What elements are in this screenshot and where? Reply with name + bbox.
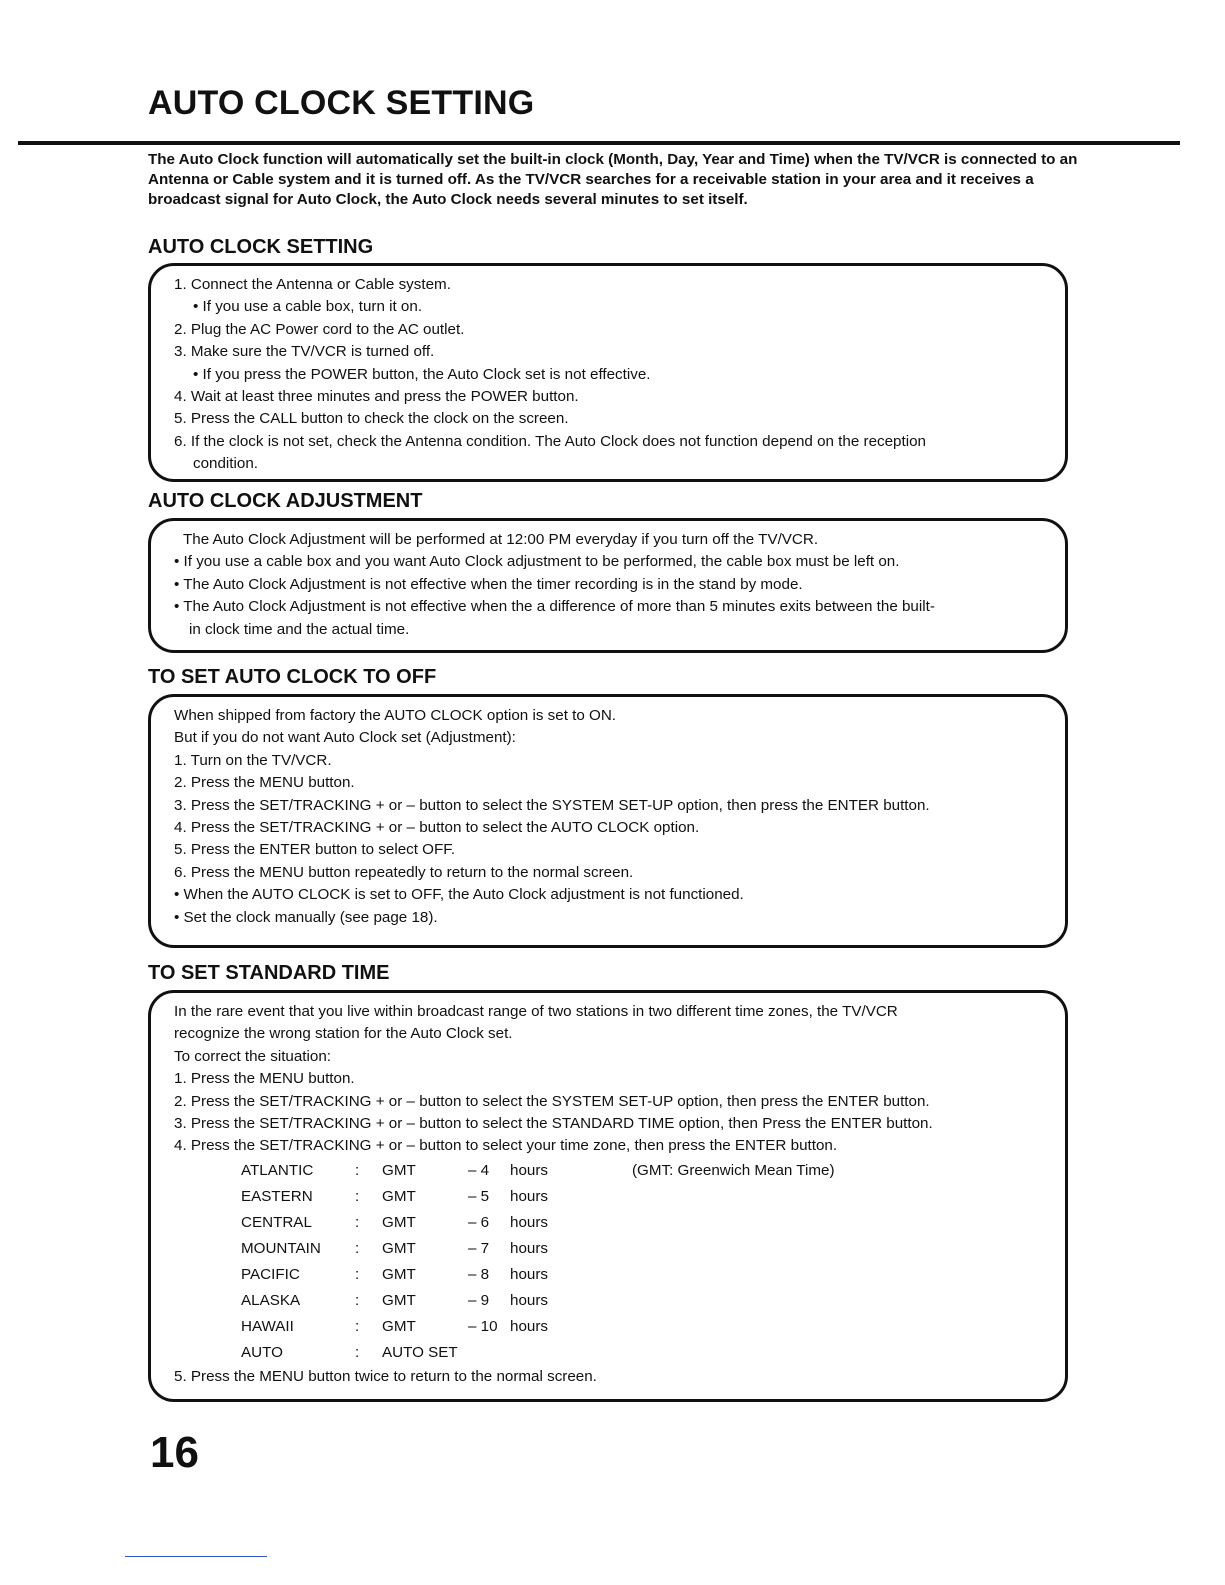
zone-colon: :	[355, 1266, 360, 1284]
setting-step-6: 6. If the clock is not set, check the Antenna condition. The Auto Clock does not function depend on the reception	[174, 432, 926, 450]
zone-offset: – 4	[468, 1162, 490, 1180]
off-step-5: 5. Press the ENTER button to select OFF.	[174, 841, 456, 859]
auto-clock-off-box	[148, 694, 1068, 948]
zone-offset: – 8	[468, 1266, 490, 1284]
zone-colon: :	[355, 1188, 360, 1206]
zone-note	[632, 1340, 835, 1366]
off-step-2: 2. Press the MENU button.	[174, 774, 355, 792]
zone-name: CENTRAL	[241, 1214, 312, 1232]
zone-name: ATLANTIC	[241, 1162, 314, 1180]
zone-offset: – 7	[468, 1240, 490, 1258]
time-zone-row	[241, 1288, 835, 1314]
off-step-3: 3. Press the SET/TRACKING + or – button to select the SYSTEM SET-UP option, then press the ENTER button.	[174, 796, 930, 814]
zone-note: (GMT: Greenwich Mean Time)	[632, 1162, 835, 1180]
adjustment-intro: The Auto Clock Adjustment will be performed at 12:00 PM everyday if you turn off the TV/VCR.	[183, 531, 819, 548]
zone-colon: :	[355, 1292, 360, 1310]
off-step-1: 1. Turn on the TV/VCR.	[174, 751, 332, 769]
standard-step-5: 5. Press the MENU button twice to return to the normal screen.	[174, 1367, 597, 1385]
zone-gmt: GMT	[382, 1162, 416, 1180]
time-zone-row	[241, 1210, 835, 1236]
section-heading-auto-clock-adjustment: AUTO CLOCK ADJUSTMENT	[148, 490, 423, 512]
adjustment-note-difference: • The Auto Clock Adjustment is not effective when the a difference of more than 5 minutes exits between the built-	[174, 598, 935, 616]
zone-unit: hours	[510, 1266, 548, 1284]
zone-note	[632, 1210, 835, 1236]
time-zone-row	[241, 1340, 835, 1366]
off-note-manual: • Set the clock manually (see page 18).	[174, 908, 438, 926]
setting-step-2: 2. Plug the AC Power cord to the AC outlet.	[174, 320, 465, 338]
zone-colon: :	[355, 1344, 360, 1362]
standard-intro-2: recognize the wrong station for the Auto Clock set.	[174, 1025, 513, 1043]
zone-name: HAWAII	[241, 1318, 294, 1336]
zone-offset: – 9	[468, 1292, 490, 1310]
page-title: AUTO CLOCK SETTING	[148, 84, 535, 122]
off-note-functioned: • When the AUTO CLOCK is set to OFF, the Auto Clock adjustment is not functioned.	[174, 886, 744, 904]
time-zone-row	[241, 1184, 835, 1210]
zone-note	[632, 1184, 835, 1210]
zone-unit: hours	[510, 1292, 548, 1310]
zone-note	[632, 1314, 835, 1340]
auto-clock-adjustment-box	[148, 518, 1068, 653]
off-intro-2: But if you do not want Auto Clock set (Adjustment):	[174, 729, 516, 747]
adjustment-note-timer: • The Auto Clock Adjustment is not effective when the timer recording is in the stand by mode.	[174, 575, 803, 593]
intro-paragraph: The Auto Clock function will automatically set the built-in clock (Month, Day, Year and Time) when the TV/VCR is connected to an Antenna or Cable system and it is turned off. As the TV/VCR searches for a receivable station in your area and it receives a broadcast signal for Auto Clock, the Auto Clock needs several minutes to set itself.	[148, 151, 1078, 208]
standard-step-3: 3. Press the SET/TRACKING + or – button to select the STANDARD TIME option, then Press the ENTER button.	[174, 1115, 933, 1133]
zone-gmt: GMT	[382, 1240, 416, 1258]
zone-name: PACIFIC	[241, 1266, 300, 1284]
section-heading-auto-clock-setting: AUTO CLOCK SETTING	[148, 236, 374, 258]
zone-name: MOUNTAIN	[241, 1240, 321, 1258]
time-zone-row	[241, 1262, 835, 1288]
section-heading-auto-clock-off: TO SET AUTO CLOCK TO OFF	[148, 666, 437, 688]
page-number: 16	[150, 1428, 199, 1477]
standard-intro-1: In the rare event that you live within broadcast range of two stations in two different time zones, the TV/VCR	[174, 1003, 898, 1020]
zone-gmt: GMT	[382, 1188, 416, 1206]
zone-unit: hours	[510, 1188, 548, 1206]
zone-gmt: GMT	[382, 1318, 416, 1336]
standard-step-4: 4. Press the SET/TRACKING + or – button to select your time zone, then press the ENTER button.	[174, 1137, 838, 1155]
zone-unit: hours	[510, 1240, 548, 1258]
setting-step-3: 3. Make sure the TV/VCR is turned off.	[174, 343, 435, 361]
zone-name: EASTERN	[241, 1188, 313, 1206]
time-zone-row	[241, 1158, 835, 1184]
zone-gmt: AUTO SET	[382, 1344, 458, 1362]
adjustment-note-difference-continued: in clock time and the actual time.	[189, 620, 410, 638]
time-zone-row	[241, 1236, 835, 1262]
zone-name: ALASKA	[241, 1292, 301, 1310]
zone-gmt: GMT	[382, 1214, 416, 1232]
zone-unit: hours	[510, 1318, 548, 1336]
zone-note	[632, 1236, 835, 1262]
setting-note-power: • If you press the POWER button, the Auto Clock set is not effective.	[193, 365, 651, 383]
standard-step-2: 2. Press the SET/TRACKING + or – button to select the SYSTEM SET-UP option, then press the ENTER button.	[174, 1092, 930, 1110]
setting-step-1: 1. Connect the Antenna or Cable system.	[174, 276, 451, 293]
zone-name: AUTO	[241, 1344, 283, 1362]
zone-gmt: GMT	[382, 1292, 416, 1310]
setting-step-6-continued: condition.	[193, 455, 259, 473]
standard-intro-3: To correct the situation:	[174, 1047, 332, 1065]
time-zone-table	[241, 1158, 835, 1366]
time-zone-row	[241, 1314, 835, 1340]
zone-note	[632, 1262, 835, 1288]
setting-note-cable-box: • If you use a cable box, turn it on.	[193, 298, 423, 316]
footer-link-underline	[125, 1556, 267, 1557]
zone-unit: hours	[510, 1162, 548, 1180]
zone-colon: :	[355, 1162, 360, 1180]
zone-colon: :	[355, 1240, 360, 1258]
zone-offset: – 5	[468, 1188, 490, 1206]
off-step-4: 4. Press the SET/TRACKING + or – button to select the AUTO CLOCK option.	[174, 819, 700, 837]
adjustment-note-cable-box: • If you use a cable box and you want Auto Clock adjustment to be performed, the cable box must be left on.	[174, 553, 900, 571]
section-heading-standard-time: TO SET STANDARD TIME	[148, 962, 390, 984]
off-intro-1: When shipped from factory the AUTO CLOCK option is set to ON.	[174, 707, 617, 724]
zone-note	[632, 1288, 835, 1314]
zone-unit	[510, 1340, 632, 1366]
standard-step-1: 1. Press the MENU button.	[174, 1070, 355, 1088]
zone-offset: – 6	[468, 1214, 490, 1232]
zone-colon: :	[355, 1318, 360, 1336]
off-step-6: 6. Press the MENU button repeatedly to return to the normal screen.	[174, 863, 634, 881]
zone-offset: – 10	[468, 1318, 498, 1336]
auto-clock-setting-box	[148, 263, 1068, 482]
zone-unit: hours	[510, 1214, 548, 1232]
setting-step-4: 4. Wait at least three minutes and press the POWER button.	[174, 388, 579, 406]
title-rule	[18, 141, 1180, 145]
zone-colon: :	[355, 1214, 360, 1232]
standard-time-box	[148, 990, 1068, 1402]
zone-gmt: GMT	[382, 1266, 416, 1284]
setting-step-5: 5. Press the CALL button to check the clock on the screen.	[174, 410, 569, 428]
